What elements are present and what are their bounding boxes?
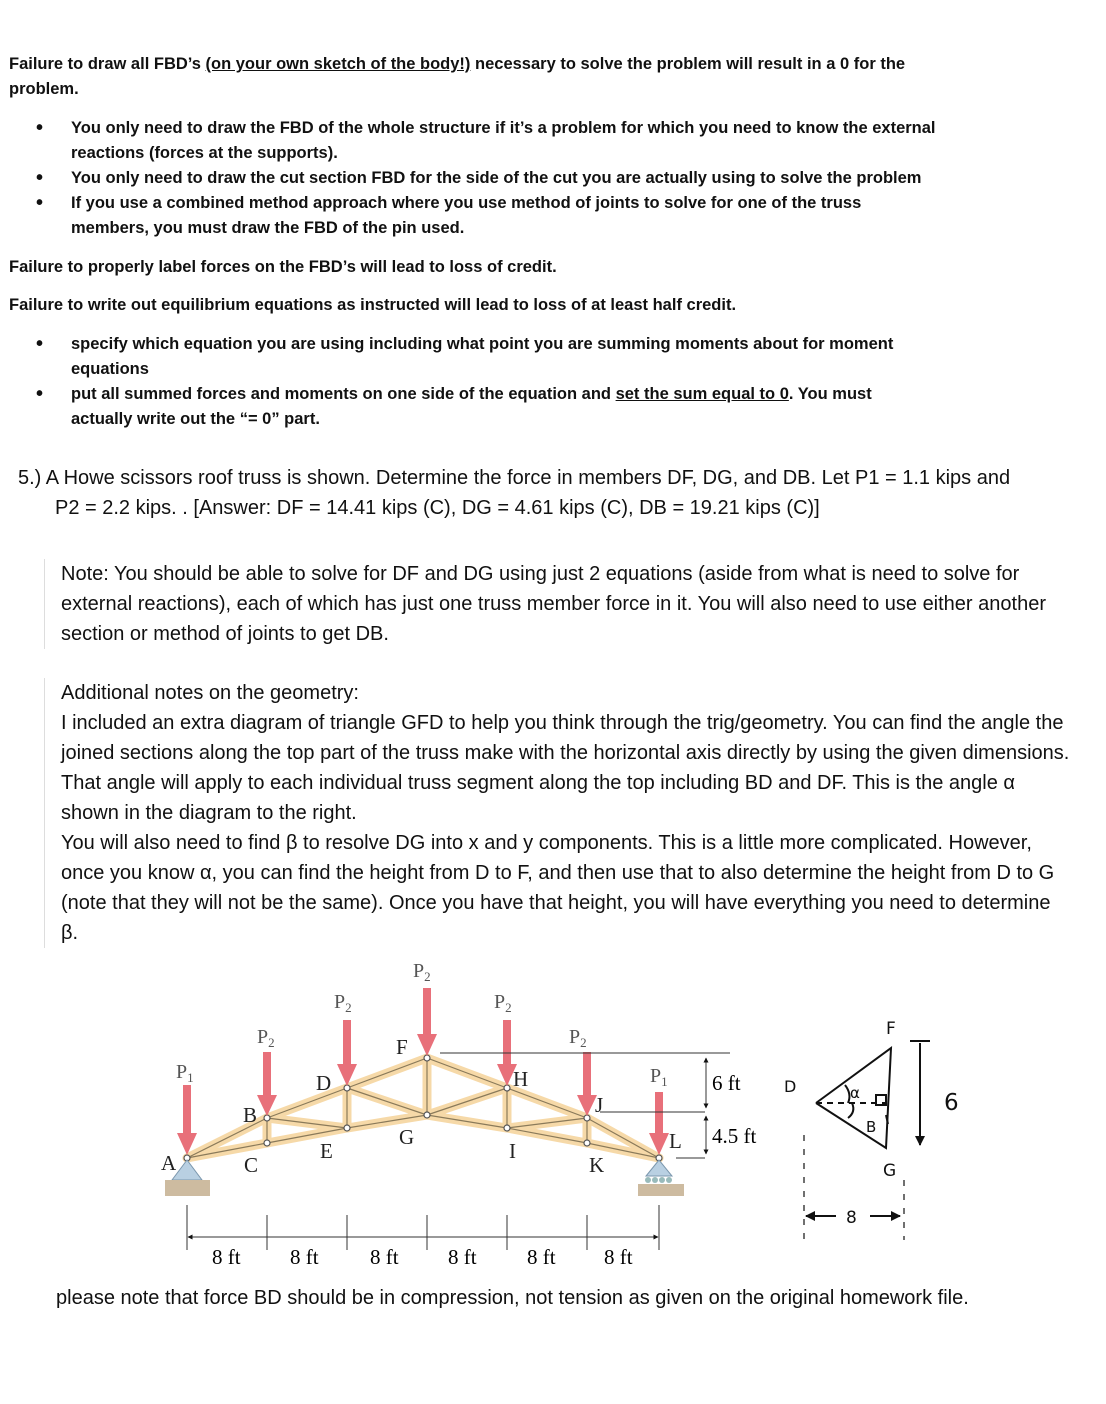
span-label-1: 8 ft [212,1245,241,1269]
load-label-p1-right: $P_1$ [650,1065,668,1089]
sketch-label-g: G [883,1161,897,1181]
bullet-specify-equation: • specify which equation you are using including what point you are summing moments about for moment equations [0,332,920,382]
load-arrow-j [577,1052,597,1116]
load-arrow-a [177,1085,197,1155]
geometry-heading: Additional notes on the geometry: [61,682,359,704]
node-label-e: E [320,1139,333,1163]
bullet-cut-section: • You only need to draw the cut section FBD for the side of the cut you are actually using to solve the problem [0,166,940,191]
load-arrow-f [417,988,437,1056]
fbd-text-end: necessary to solve the problem will result in a 0 for the problem. [9,55,906,98]
dim-label-4-5ft: 4.5 ft [712,1124,757,1148]
span-label-6: 8 ft [604,1245,633,1269]
dim-label-6ft: 6 ft [712,1071,741,1095]
sum-text-end: . You must actually write out the “= 0” part. [71,385,872,428]
bullet-sum-equal-zero [0,382,920,432]
triangle-gfd-sketch [804,1041,930,1240]
geometry-notes [44,678,1071,948]
fbd-requirement-paragraph [9,52,909,102]
load-arrow-d [337,1020,357,1086]
note-paragraph: Note: You should be able to solve for DF and DG using just 2 equations (aside from what is need to solve for external reactions), each of which has just one truss member force in it. You will also need to use either another section or method of joints to get DB. [44,559,1071,649]
load-label-p2-b: $P_2$ [257,1026,275,1050]
bullet-whole-structure: • You only need to draw the FBD of the whole structure if it’s a problem for which you need to know the external reactions (forces at the supports). [0,116,940,166]
node-label-b: B [243,1103,258,1127]
node-label-j: J [595,1093,604,1117]
node-label-l: L [669,1129,682,1153]
sketch-label-alpha: α [850,1084,860,1102]
footer-note: please note that force BD should be in compression, not tension as given on the original homework file. [56,1287,969,1309]
node-label-c: C [244,1153,259,1177]
node-label-g: G [399,1125,415,1149]
problem-statement [18,463,1098,523]
span-dimensions [187,1205,659,1250]
geometry-paragraph-1: I included an extra diagram of triangle GFD to help you think through the trig/geometry. You can find the angle the joined sections along the top part of the truss make with the horizontal axis directly by using the given dimensions. That angle will apply to each individual truss segment along the top including BD and DF. This is the angle α shown in the diagram to the right. [61,712,1070,824]
truss-figure [0,950,1106,1280]
sketch-label-d: D [784,1077,797,1096]
node-label-d: D [316,1071,332,1095]
label-forces-paragraph: Failure to properly label forces on the FBD’s will lead to loss of credit. [9,258,557,276]
span-label-5: 8 ft [527,1245,556,1269]
roller-support-l [638,1160,684,1196]
node-label-i: I [509,1139,516,1163]
sketch-label-six: 6 [944,1090,959,1116]
node-label-h: H [513,1067,529,1091]
fbd-text-start: Failure to draw all FBD’s [9,55,206,73]
sum-equal-zero-underlined: set the sum equal to 0 [615,385,789,403]
load-label-p2-h: $P_2$ [494,991,512,1015]
node-label-k: K [589,1153,605,1177]
load-arrow-b [257,1052,277,1116]
load-arrow-l [649,1092,669,1155]
load-label-p2-f: $P_2$ [413,960,431,984]
span-label-3: 8 ft [370,1245,399,1269]
geometry-paragraph-2: You will also need to find β to resolve DG into x and y components. This is a little more complicated. However, once you know α, you can find the height from D to F, and then use that to also determine the height from D to G (note that they will not be the same). Once you have that height, you will have everything you need to determine β. [61,832,1055,944]
own-sketch-underlined: (on your own sketch of the body!) [205,55,471,73]
sketch-label-beta: B [866,1118,877,1136]
bullet-combined-method: • If you use a combined method approach where you use method of joints to solve for one of the truss members, you must draw the FBD of the pin used. [0,191,940,241]
sketch-label-eight: 8 [846,1208,857,1228]
sum-text-start: put all summed forces and moments on one side of the equation and [71,385,616,403]
problem-line-2: P2 = 2.2 kips. . [Answer: DF = 14.41 kips (C), DG = 4.61 kips (C), DB = 19.21 kips (C)] [55,497,820,519]
equilibrium-paragraph: Failure to write out equilibrium equations as instructed will lead to loss of at least half credit. [9,296,737,314]
problem-line-1: 5.) A Howe scissors roof truss is shown. Determine the force in members DF, DG, and DB. Let P1 = 1.1 kips and [18,467,1011,489]
span-label-4: 8 ft [448,1245,477,1269]
sketch-label-f: F [886,1019,896,1039]
equation-bullet-list [0,332,920,432]
node-label-f: F [396,1035,408,1059]
load-label-p1-left: $P_1$ [176,1061,194,1085]
span-label-2: 8 ft [290,1245,319,1269]
node-label-a: A [161,1151,177,1175]
fbd-bullet-list [0,116,940,241]
load-label-p2-d: $P_2$ [334,991,352,1015]
load-label-p2-j: $P_2$ [569,1026,587,1050]
